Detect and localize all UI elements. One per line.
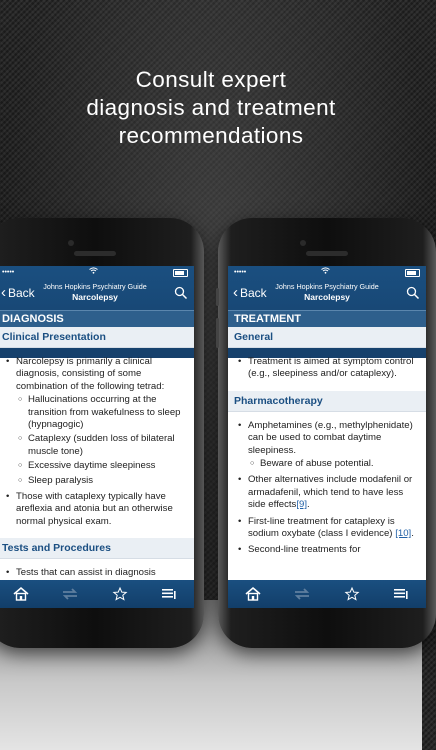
front-camera	[68, 240, 74, 246]
phone-right	[218, 218, 436, 648]
list-item-text: .	[307, 499, 310, 511]
signal-dots: •••••	[2, 269, 15, 276]
nav-title	[0, 282, 194, 302]
list-item-text: .	[411, 528, 414, 540]
front-camera	[300, 240, 306, 246]
volume-up-button	[216, 318, 219, 348]
section-header: DIAGNOSIS	[0, 310, 194, 328]
list-item: • Second-line treatments for	[248, 544, 418, 556]
list-icon[interactable]	[159, 586, 179, 602]
star-icon[interactable]	[110, 586, 130, 602]
earpiece-speaker	[74, 251, 116, 256]
headline-line-3: recommendations	[118, 123, 304, 148]
wifi-icon	[321, 266, 330, 280]
list-item: • Treatment is aimed at symptom control (e.g., sleepiness and/or cataplexy).	[248, 356, 418, 381]
list-item	[248, 474, 418, 511]
status-bar	[228, 266, 426, 280]
wifi-icon	[89, 266, 98, 280]
back-label: Back	[240, 286, 267, 300]
list-item	[248, 516, 418, 541]
list-item: ○ Cataplexy (sudden loss of bilateral muscle tone)	[28, 433, 186, 458]
list-item-text: Narcolepsy is primarily a clinical diagnosis, consisting of some combination of the following tetrad:	[16, 356, 165, 392]
signal-dots: •••••	[234, 269, 247, 276]
list-item-text: Amphetamines (e.g., methylphenidate) can be used to combat daytime sleepiness.	[248, 419, 413, 456]
app-title: Johns Hopkins Psychiatry Guide	[275, 282, 379, 291]
screen	[0, 266, 194, 608]
bullet-list	[228, 348, 426, 391]
content-scroll[interactable]	[228, 327, 426, 580]
chevron-left-icon: ‹	[1, 284, 6, 301]
tab-bar	[228, 580, 426, 608]
list-item: ○ Hallucinations occurring at the transition from wakefulness to sleep (hypnagogic)	[28, 394, 186, 431]
nav-bar	[0, 280, 194, 310]
search-icon[interactable]	[174, 286, 188, 300]
list-item-text: First-line treatment for cataplexy is sodium oxybate (class I evidence)	[248, 515, 395, 540]
headline-line-1: Consult expert	[135, 67, 287, 92]
subsection-header[interactable]: Tests and Procedures	[0, 538, 194, 559]
subsection-header[interactable]: Clinical Presentation	[0, 327, 194, 348]
list-item	[16, 356, 186, 487]
screen	[228, 266, 426, 608]
content-scroll[interactable]	[0, 327, 194, 580]
topic-title: Narcolepsy	[304, 292, 350, 302]
subsection-header[interactable]: Pharmacotherapy	[228, 391, 426, 412]
nav-title	[228, 282, 426, 302]
list-item: • Tests that can assist in diagnosis	[16, 567, 186, 592]
back-label: Back	[8, 286, 35, 300]
battery-icon	[173, 269, 188, 277]
bullet-list	[0, 348, 194, 538]
reference-link[interactable]: [9]	[296, 499, 308, 511]
reference-link[interactable]: [10]	[395, 528, 412, 540]
phone-left	[0, 218, 204, 648]
search-icon[interactable]	[406, 286, 420, 300]
nav-bar	[228, 280, 426, 310]
home-icon[interactable]	[11, 586, 31, 602]
app-title: Johns Hopkins Psychiatry Guide	[43, 282, 147, 291]
battery-icon	[405, 269, 420, 277]
list-icon[interactable]	[391, 586, 411, 602]
section-header: TREATMENT	[228, 310, 426, 328]
home-icon[interactable]	[243, 586, 263, 602]
status-bar	[0, 266, 194, 280]
headline	[0, 66, 422, 150]
chevron-left-icon: ‹	[233, 284, 238, 301]
mute-switch	[216, 288, 219, 306]
bullet-list	[228, 412, 426, 567]
star-icon[interactable]	[342, 586, 362, 602]
list-item: ○ Beware of abuse potential.	[260, 458, 418, 470]
swap-arrows-icon[interactable]	[292, 586, 312, 602]
subsection-header[interactable]: General	[228, 327, 426, 348]
list-item	[248, 420, 418, 471]
tab-bar	[0, 580, 194, 608]
swap-arrows-icon[interactable]	[60, 586, 80, 602]
list-item: ○ Excessive daytime sleepiness	[28, 460, 186, 472]
headline-line-2: diagnosis and treatment	[86, 95, 336, 120]
list-item-text: Other alternatives include modafenil or armadafenil, which tend to have less side effects	[248, 474, 413, 511]
earpiece-speaker	[306, 251, 348, 256]
list-item: • Those with cataplexy typically have areflexia and atonia but an otherwise normal physical exam.	[16, 491, 186, 528]
topic-title: Narcolepsy	[72, 292, 118, 302]
list-item: ○ Sleep paralysis	[28, 475, 186, 487]
